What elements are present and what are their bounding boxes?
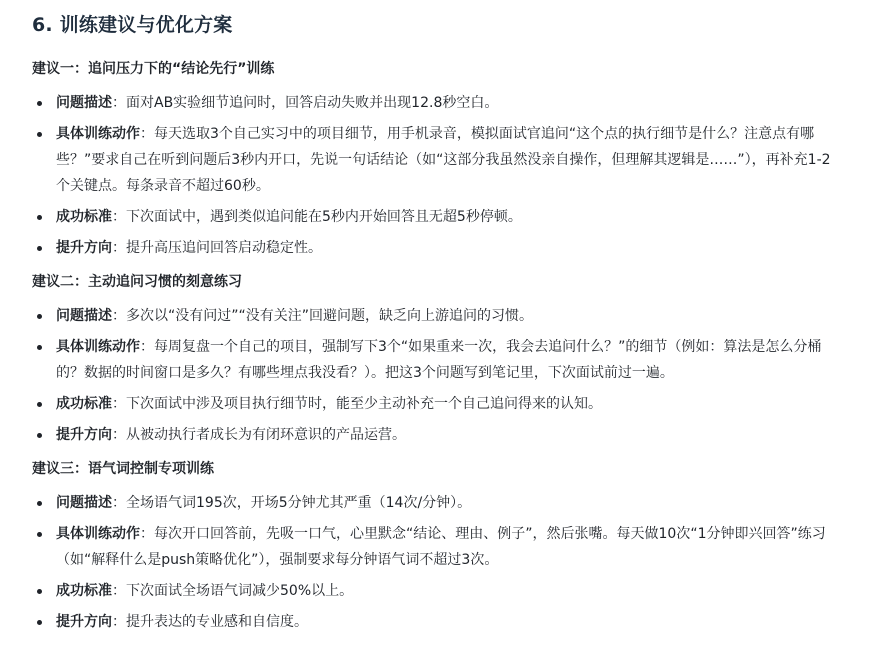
item-label: 成功标准: [56, 583, 112, 599]
bullet-dot-icon: [37, 433, 42, 438]
suggestion-list: [32, 303, 832, 448]
list-item: [32, 422, 832, 448]
list-item: [32, 578, 832, 604]
item-separator: ：: [112, 583, 126, 599]
list-item: [32, 609, 832, 635]
bullet-dot-icon: [37, 132, 42, 137]
bullet-dot-icon: [37, 532, 42, 537]
item-label: 成功标准: [56, 209, 112, 225]
list-item: [32, 303, 832, 329]
item-label: 具体训练动作: [56, 526, 140, 542]
list-item: [32, 204, 832, 230]
item-text: 提升高压追问回答启动稳定性。: [126, 240, 322, 256]
item-text: 面对AB实验细节追问时，回答启动失败并出现12.8秒空白。: [126, 95, 499, 111]
item-separator: ：: [112, 495, 126, 511]
item-text: 提升表达的专业感和自信度。: [126, 614, 308, 630]
bullet-dot-icon: [37, 345, 42, 350]
bullet-dot-icon: [37, 215, 42, 220]
bullet-dot-icon: [37, 589, 42, 594]
item-separator: ：: [112, 308, 126, 324]
item-text: 每次开口回答前，先吸一口气，心里默念“结论、理由、例子”，然后张嘴。每天做10次“1分钟即兴回答”练习（如“解释什么是push策略优化”），强制要求每分钟语气词不超过3次。: [56, 526, 826, 568]
suggestion-list: [32, 490, 832, 635]
list-item: [32, 235, 832, 261]
item-label: 提升方向: [56, 614, 112, 630]
item-separator: ：: [112, 396, 126, 412]
list-item: [32, 334, 832, 386]
item-separator: ：: [112, 209, 126, 225]
item-text: 下次面试全场语气词减少50%以上。: [126, 583, 354, 599]
item-text: 下次面试中，遇到类似追问能在5秒内开始回答且无超5秒停顿。: [126, 209, 522, 225]
item-label: 成功标准: [56, 396, 112, 412]
section-heading: 建议一：追问压力下的“结论先行”训练: [32, 61, 275, 77]
bullet-dot-icon: [37, 314, 42, 319]
item-text: 下次面试中涉及项目执行细节时，能至少主动补充一个自己追问得来的认知。: [126, 396, 602, 412]
bullet-dot-icon: [37, 246, 42, 251]
bullet-dot-icon: [37, 620, 42, 625]
item-label: 问题描述: [56, 95, 112, 111]
item-text: 从被动执行者成长为有闭环意识的产品运营。: [126, 427, 406, 443]
item-label: 问题描述: [56, 308, 112, 324]
item-label: 提升方向: [56, 427, 112, 443]
list-item: [32, 121, 832, 199]
bullet-dot-icon: [37, 101, 42, 106]
item-label: 具体训练动作: [56, 126, 140, 142]
item-separator: ：: [140, 126, 154, 142]
page-title: 6. 训练建议与优化方案: [32, 14, 233, 36]
suggestion-section: [32, 271, 832, 448]
section-heading: 建议三：语气词控制专项训练: [32, 461, 214, 477]
item-label: 提升方向: [56, 240, 112, 256]
item-separator: ：: [112, 427, 126, 443]
sections-container: [32, 58, 832, 635]
list-item: [32, 521, 832, 573]
item-label: 问题描述: [56, 495, 112, 511]
list-item: [32, 391, 832, 417]
item-text: 每天选取3个自己实习中的项目细节，用手机录音，模拟面试官追问“这个点的执行细节是什么？注意点有哪些？”要求自己在听到问题后3秒内开口，先说一句话结论（如“这部分我虽然没亲自操作，但理解其逻辑是……”），再补充1-2个关键点。每条录音不超过60秒。: [56, 126, 831, 194]
item-text: 每周复盘一个自己的项目，强制写下3个“如果重来一次，我会去追问什么？”的细节（例如：算法是怎么分桶的？数据的时间窗口是多久？有哪些埋点我没看？）。把这3个问题写到笔记里，下次面试前过一遍。: [56, 339, 822, 381]
bullet-dot-icon: [37, 402, 42, 407]
item-separator: ：: [112, 95, 126, 111]
list-item: [32, 490, 832, 516]
item-text: 全场语气词195次，开场5分钟尤其严重（14次/分钟）。: [126, 495, 472, 511]
section-heading: 建议二：主动追问习惯的刻意练习: [32, 274, 242, 290]
suggestion-section: [32, 458, 832, 635]
item-label: 具体训练动作: [56, 339, 140, 355]
item-separator: ：: [112, 240, 126, 256]
suggestion-section: [32, 58, 832, 261]
item-separator: ：: [112, 614, 126, 630]
suggestion-list: [32, 90, 832, 261]
bullet-dot-icon: [37, 501, 42, 506]
list-item: [32, 90, 832, 116]
item-text: 多次以“没有问过”“没有关注”回避问题，缺乏向上游追问的习惯。: [126, 308, 534, 324]
item-separator: ：: [140, 339, 154, 355]
item-separator: ：: [140, 526, 154, 542]
